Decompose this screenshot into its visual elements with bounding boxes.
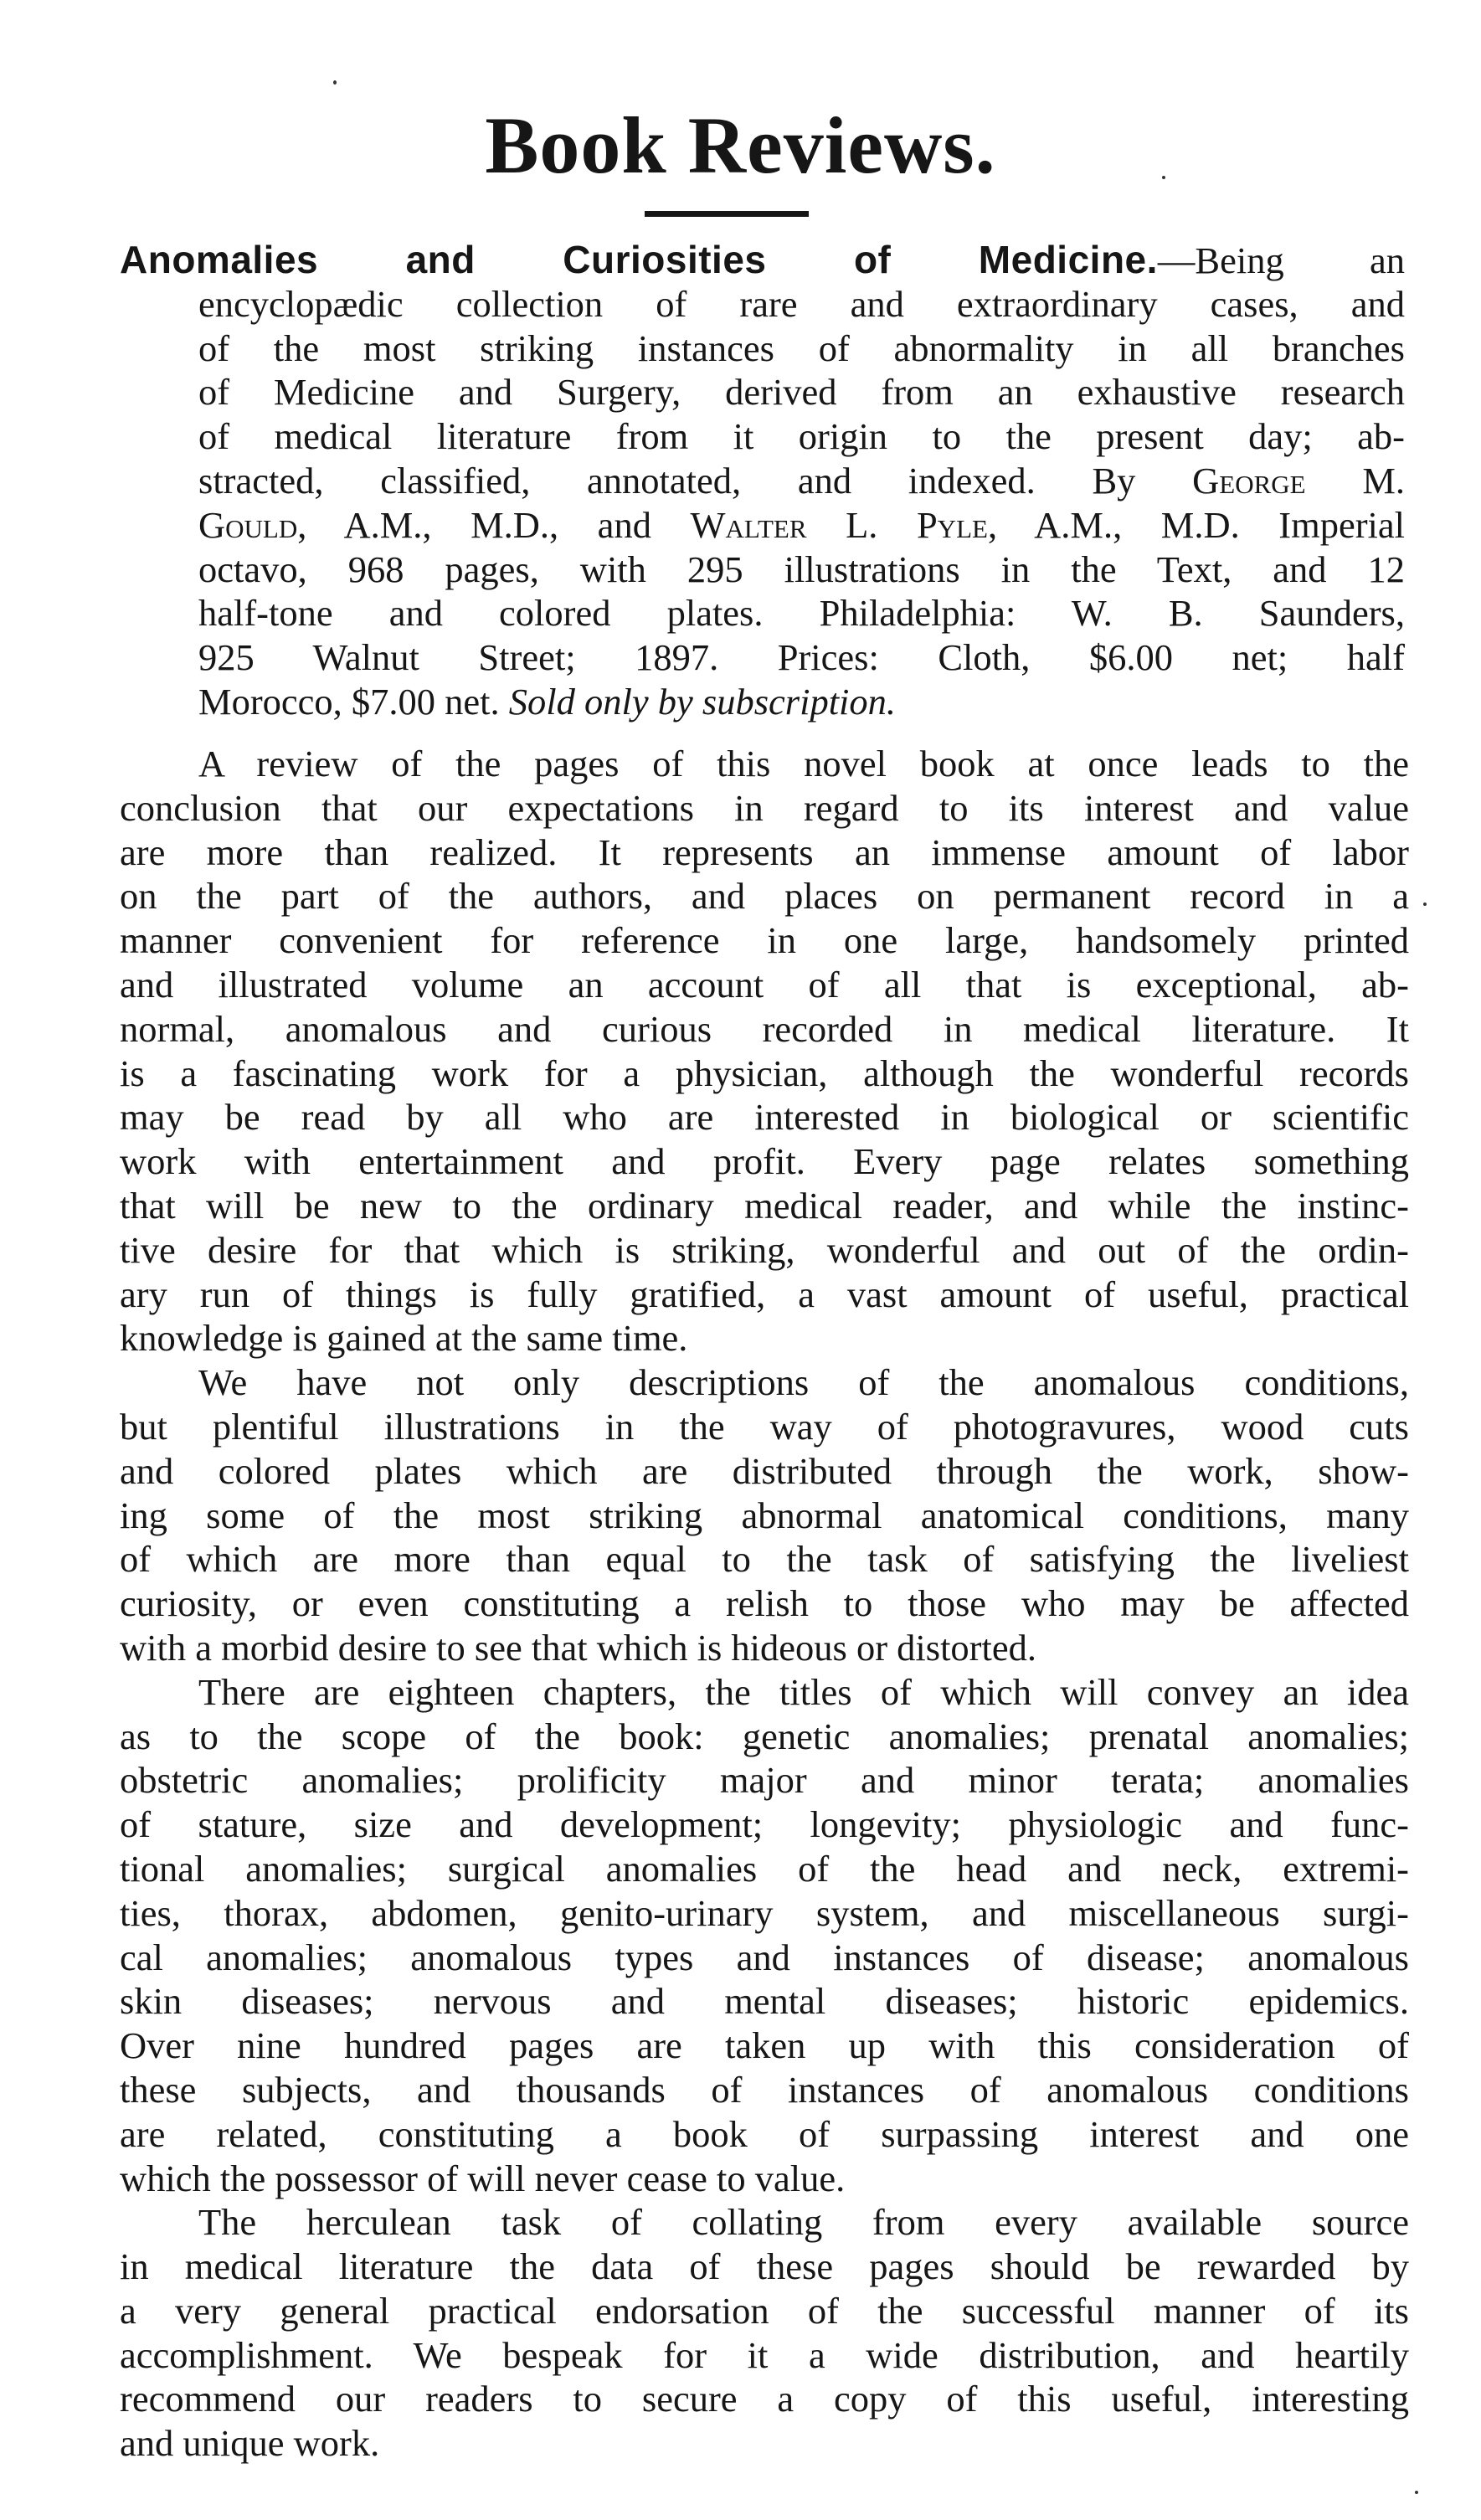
- citation-line: encyclopædic collection of rare and extraordinary cases, and: [198, 282, 1405, 325]
- author-surname: Pyle: [916, 503, 988, 546]
- citation-line: of Medicine and Surgery, derived from an exhaustive research: [198, 371, 1405, 414]
- review-line: cal anomalies; anomalous types and instances of disease; anomalous: [120, 1936, 1409, 1978]
- review-line: Over nine hundred pages are taken up with this consideration of: [120, 2024, 1409, 2067]
- review-line: ary run of things is fully gratified, a vast amount of useful, practical: [120, 1273, 1409, 1315]
- citation-line: of the most striking instances of abnormality in all branches: [198, 327, 1405, 369]
- review-paragraph: [120, 2200, 1409, 2466]
- citation-fragment: stracted, classified, annotated, and indexed. By: [198, 459, 1136, 501]
- review-line: tive desire for that which is striking, wonderful and out of the ordin-: [120, 1228, 1409, 1271]
- review-line: ties, thorax, abdomen, genito-urinary system, and miscellaneous surgi-: [120, 1891, 1409, 1934]
- author-surname: Gould: [198, 503, 298, 546]
- review-paragraph: [120, 1670, 1409, 2201]
- review-line: A review of the pages of this novel book at once leads to the: [198, 743, 1409, 784]
- citation-line-price: [120, 680, 1405, 724]
- print-speck: [1423, 903, 1427, 906]
- review-line: The herculean task of collating from every available source: [198, 2201, 1409, 2244]
- review-line: with a morbid desire to see that which is hideous or distorted.: [120, 1626, 1036, 1669]
- citation-fragment: Morocco, $7.00 net.: [198, 680, 500, 723]
- citation-fragment: , A.M., M.D. Imperial: [987, 503, 1406, 546]
- author-first-name: Walter: [690, 503, 807, 546]
- title-rule: [645, 211, 809, 217]
- review-line: these subjects, and thousands of instances of anomalous conditions: [120, 2068, 1409, 2111]
- book-citation: [120, 238, 1405, 724]
- review-line: of stature, size and development; longevity; physiologic and func-: [120, 1803, 1409, 1846]
- review-line: that will be new to the ordinary medical reader, and while the instinc-: [120, 1184, 1409, 1227]
- review-line: normal, anomalous and curious recorded in medical literature. It: [120, 1007, 1409, 1050]
- review-line: There are eighteen chapters, the titles of which will convey an idea: [198, 1670, 1409, 1713]
- review-line: but plentiful illustrations in the way of photogravures, wood cuts: [120, 1405, 1409, 1448]
- citation-line: half-tone and colored plates. Philadelphia: W. B. Saunders,: [198, 592, 1405, 635]
- review-line: and colored plates which are distributed through the work, show-: [120, 1449, 1409, 1492]
- review-line: We have not only descriptions of the anomalous conditions,: [198, 1361, 1409, 1404]
- citation-fragment: , A.M., M.D., and: [297, 503, 651, 546]
- review-line: accomplishment. We bespeak for it a wide distribution, and heartily: [120, 2333, 1409, 2376]
- review-line: obstetric anomalies; prolificity major and minor terata; anomalies: [120, 1759, 1409, 1802]
- print-speck: [333, 80, 337, 85]
- review-line: skin diseases; nervous and mental diseases; historic epidemics.: [120, 1980, 1409, 2023]
- citation-line-1: [120, 238, 1405, 282]
- review-line: manner convenient for reference in one large, handsomely printed: [120, 919, 1409, 962]
- book-title: Anomalies and Curiosities of Medicine.: [120, 238, 1158, 281]
- review-line: ing some of the most striking abnormal anatomical conditions, many: [120, 1494, 1409, 1536]
- citation-line: 925 Walnut Street; 1897. Prices: Cloth, $6.00 net; half: [198, 636, 1405, 679]
- review-line: work with entertainment and profit. Every page relates something: [120, 1140, 1409, 1183]
- review-line: and illustrated volume an account of all that is exceptional, ab-: [120, 963, 1409, 1005]
- review-line: is a fascinating work for a physician, although the wonderful records: [120, 1052, 1409, 1094]
- print-speck: [1162, 176, 1165, 179]
- review-body: [120, 742, 1409, 2466]
- review-line: are related, constituting a book of surpassing interest and one: [120, 2112, 1409, 2155]
- page-title: Book Reviews.: [485, 100, 996, 190]
- citation-line: octavo, 968 pages, with 295 illustrations in the Text, and 12: [198, 548, 1405, 590]
- citation-fragment: —Being an: [1157, 239, 1405, 281]
- review-line: as to the scope of the book: genetic anomalies; prenatal anomalies;: [120, 1715, 1409, 1757]
- review-paragraph: [120, 1360, 1409, 1670]
- review-line: and unique work.: [120, 2422, 380, 2465]
- citation-line-authors-1: [120, 459, 1405, 503]
- review-line: curiosity, or even constituting a relish to those who may be affected: [120, 1582, 1409, 1625]
- citation-line: of medical literature from it origin to the present day; ab-: [198, 415, 1405, 458]
- review-line: recommend our readers to secure a copy of this useful, interesting: [120, 2378, 1409, 2420]
- subscription-note: Sold only by subscription.: [508, 680, 897, 723]
- review-line: conclusion that our expectations in regard to its interest and value: [120, 786, 1409, 829]
- author-initial: L.: [846, 503, 878, 546]
- review-paragraph: [120, 742, 1409, 1360]
- review-line: which the possessor of will never cease to value.: [120, 2157, 846, 2199]
- citation-line-authors-2: [120, 503, 1405, 548]
- review-line: tional anomalies; surgical anomalies of the head and neck, extremi-: [120, 1847, 1409, 1890]
- review-line: knowledge is gained at the same time.: [120, 1317, 688, 1360]
- author-first-name: George: [1192, 459, 1306, 501]
- review-line: of which are more than equal to the task of satisfying the liveliest: [120, 1538, 1409, 1581]
- review-line: are more than realized. It represents an immense amount of labor: [120, 831, 1409, 873]
- print-speck: [1415, 2491, 1418, 2494]
- review-line: may be read by all who are interested in biological or scientific: [120, 1096, 1409, 1139]
- review-line: in medical literature the data of these pages should be rewarded by: [120, 2245, 1409, 2288]
- review-line: on the part of the authors, and places on permanent record in a: [120, 875, 1409, 918]
- author-initial: M.: [1362, 459, 1406, 501]
- review-line: a very general practical endorsation of the successful manner of its: [120, 2289, 1409, 2332]
